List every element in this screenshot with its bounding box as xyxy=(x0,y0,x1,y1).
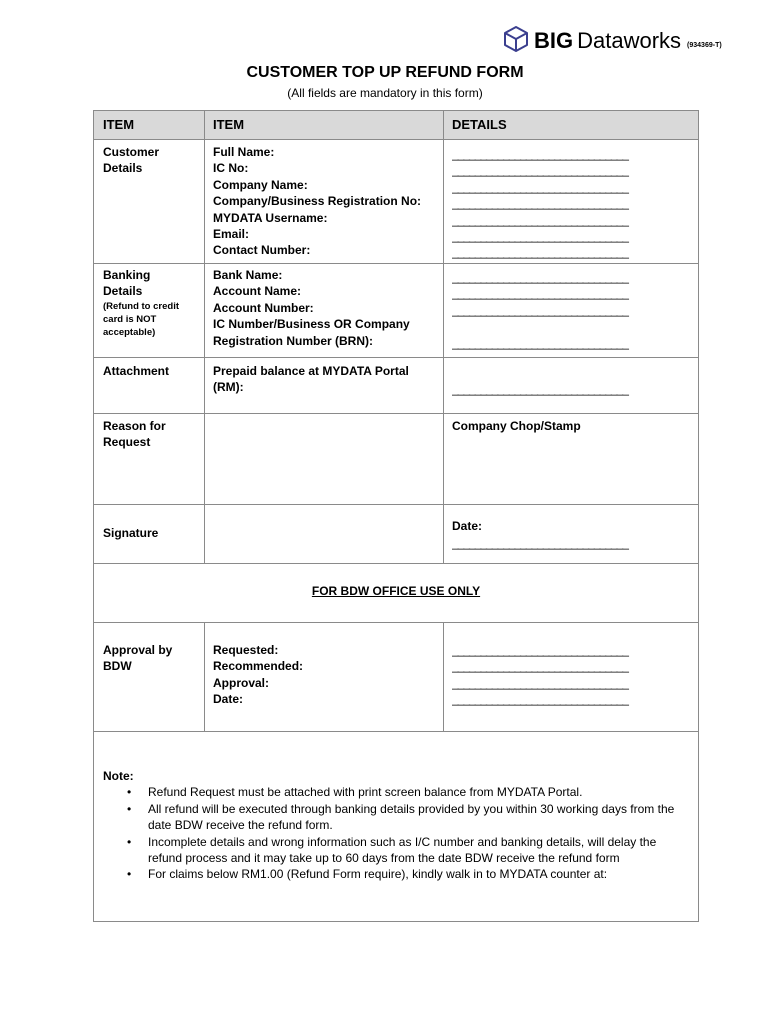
approval-fields xyxy=(213,642,303,708)
brand-name-bold: BIG xyxy=(534,28,574,53)
cube-icon xyxy=(502,25,530,58)
company-reg-no: (934369-T) xyxy=(687,41,722,49)
field-full-name: Full Name: xyxy=(213,145,275,159)
field-mydata-username: MYDATA Username: xyxy=(213,210,328,225)
field-account-name: Account Name: xyxy=(213,284,302,299)
signature-date-blank[interactable]: _______________________________ xyxy=(452,536,628,550)
field-requested: Requested: xyxy=(213,643,279,657)
banking-blanks[interactable]: _______________________________ _______________________________ _______________________________ _______________________________ xyxy=(452,270,628,350)
banking-details-label: Banking Details (Refund to credit card is NOT acceptable) xyxy=(103,268,179,338)
reason-label: Reason for Request xyxy=(103,419,166,450)
customer-fields xyxy=(213,144,421,259)
note-bullet: • Incomplete details and wrong information such as I/C number and banking details, will delay the refund process and it may take up to 60 days from the date BDW receive the refund form xyxy=(127,834,657,866)
signature-area[interactable] xyxy=(205,505,443,563)
banking-fields xyxy=(213,267,410,349)
col-header-item-2: ITEM xyxy=(204,111,443,139)
note-section xyxy=(103,768,693,883)
field-ic-brn-2: Registration Number (BRN): xyxy=(213,333,374,348)
form-subtitle: (All fields are mandatory in this form) xyxy=(287,86,483,100)
field-contact-number: Contact Number: xyxy=(213,243,311,258)
attachment-blank[interactable]: _______________________________ xyxy=(452,382,628,396)
field-ic-no: IC No: xyxy=(213,161,249,176)
office-use-heading: FOR BDW OFFICE USE ONLY xyxy=(311,584,481,598)
signature-date-label: Date: xyxy=(452,519,483,533)
field-company-reg-no: Company/Business Registration No: xyxy=(213,194,422,209)
attachment-label: Attachment xyxy=(103,364,170,378)
brand-logo xyxy=(502,26,722,56)
attachment-field: Prepaid balance at MYDATA Portal (RM): xyxy=(213,364,409,395)
field-ic-brn-1: IC Number/Business OR Company xyxy=(213,317,410,332)
field-bank-name: Bank Name: xyxy=(213,268,283,282)
customer-details-label: Customer Details xyxy=(103,145,160,176)
field-company-name: Company Name: xyxy=(213,177,308,192)
note-bullet: • Refund Request must be attached with print screen balance from MYDATA Portal. xyxy=(127,785,583,800)
brand-name-rest: Dataworks xyxy=(577,28,682,53)
form-table xyxy=(93,110,699,922)
field-approval: Approval: xyxy=(213,675,270,690)
note-title: Note: xyxy=(103,769,134,783)
col-header-details: DETAILS xyxy=(443,111,698,139)
col-header-item: ITEM xyxy=(94,111,204,139)
field-recommended: Recommended: xyxy=(213,659,304,674)
field-email: Email: xyxy=(213,227,250,242)
company-chop-label: Company Chop/Stamp xyxy=(452,419,581,433)
field-approval-date: Date: xyxy=(213,692,244,707)
field-account-number: Account Number: xyxy=(213,300,314,315)
signature-label: Signature xyxy=(103,526,159,540)
reason-input-area[interactable] xyxy=(205,414,443,504)
note-bullet: • For claims below RM1.00 (Refund Form require), kindly walk in to MYDATA counter at: xyxy=(127,867,608,882)
form-title: CUSTOMER TOP UP REFUND FORM xyxy=(246,64,524,81)
approval-blanks[interactable]: _______________________________ _______________________________ _______________________________ _______________________________ xyxy=(452,643,628,707)
note-bullet: • All refund will be executed through banking details provided by you within 30 working days from the date BDW receive the refund form. xyxy=(127,801,675,833)
approval-label: Approval by BDW xyxy=(103,643,173,674)
customer-blanks[interactable]: _______________________________ _______________________________ _______________________________ _______________________________ _______________________________ _______________________________ _______________________________ xyxy=(452,147,628,260)
